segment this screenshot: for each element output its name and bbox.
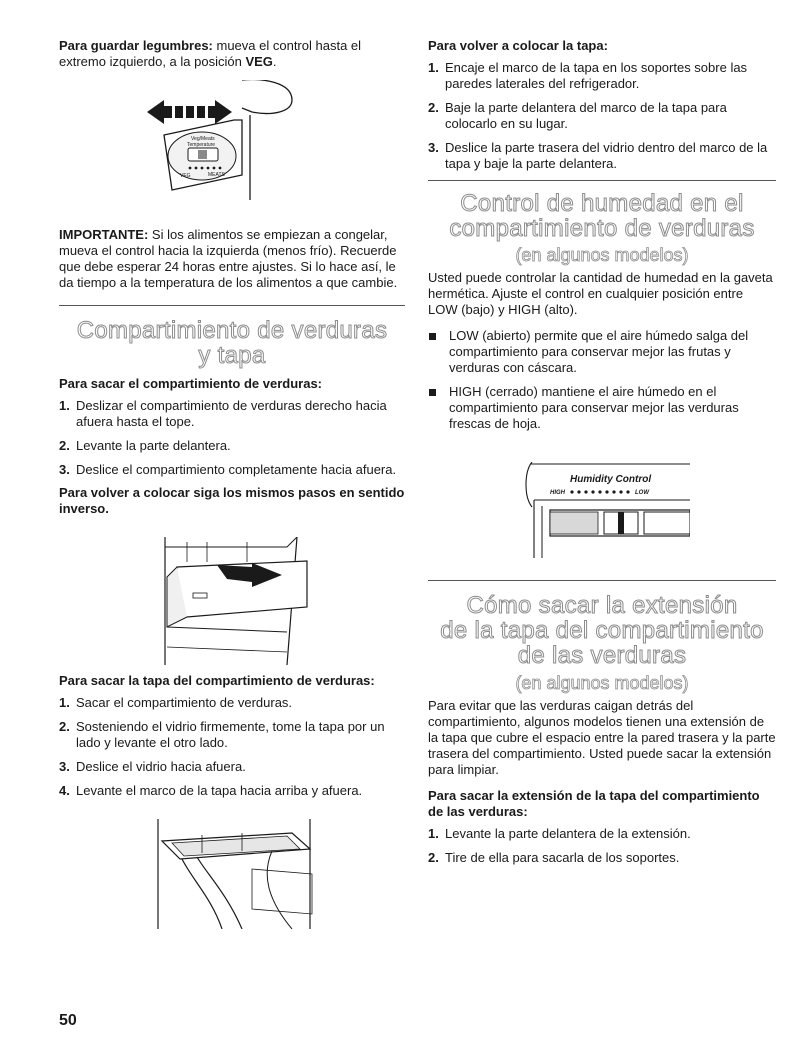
list-item: LOW (abierto) permite que el aire húmedo salga del compartimiento para conservar mejor las frutas y verduras con cáscara. xyxy=(428,328,776,376)
page-number: 50 xyxy=(59,1012,77,1029)
humidity-subtitle: (en algunos modelos) xyxy=(515,245,689,265)
list-item: 3. Deslice el compartimiento completamente hacia afuera. xyxy=(59,462,397,477)
extension-steps xyxy=(428,826,776,866)
list-item: 2. Sosteniendo el vidrio firmemente, tome la tapa por un lado y levante el otro lado. xyxy=(59,719,385,750)
humidity-intro: Usted puede controlar la cantidad de humedad en la gaveta hermética. Ajuste el control en cualquier posición entre LOW (bajo) y HIGH (alto). xyxy=(428,270,773,317)
important-note: IMPORTANTE: Si los alimentos se empiezan a congelar, mueva el control hacia la izquierda (menos frío). Recuerde que debe esperar 24 horas entre ajustes. Si lo hace así, le da tiempo a la temperatura de los alimentos a que cambie. xyxy=(59,227,398,290)
veg-meats-control-illustration xyxy=(142,80,322,205)
list-item: 1. Deslizar el compartimiento de verduras derecho hacia afuera hasta el tope. xyxy=(59,398,387,429)
humidity-slider-icon xyxy=(550,512,598,534)
control-drawing xyxy=(142,80,322,205)
humidity-bullets xyxy=(428,328,776,432)
control-label-meats: MEATS xyxy=(208,172,225,178)
remove-cover-heading: Para sacar la tapa del compartimiento de verduras: xyxy=(59,673,375,688)
right-column xyxy=(428,38,776,874)
list-item: 4. Levante el marco de la tapa hacia arriba y afuera. xyxy=(59,783,363,798)
veg-instruction: Para guardar legumbres: mueva el control hasta el extremo izquierdo, a la posición VEG. xyxy=(59,38,362,69)
left-column xyxy=(59,38,405,929)
humidity-control-label: Humidity Control xyxy=(570,474,652,485)
list-item: 2. Tire de ella para sacarla de los soportes. xyxy=(428,850,680,865)
humidity-control-illustration xyxy=(520,462,690,558)
list-item: 1. Levante la parte delantera de la extensión. xyxy=(428,826,691,841)
reinstall-cover-steps xyxy=(428,60,776,172)
left-arrow-icon xyxy=(147,100,172,124)
humidity-title-line-2: compartimiento de verduras xyxy=(449,215,755,242)
extension-subtitle: (en algunos modelos) xyxy=(515,673,689,693)
remove-crisper-heading: Para sacar el compartimiento de verduras: xyxy=(59,376,323,391)
remove-cover-steps xyxy=(59,695,405,799)
extension-title-line-3: de las verduras xyxy=(517,642,687,669)
section-title-line-2: y tapa xyxy=(198,342,266,369)
list-item: 3. Deslice el vidrio hacia afuera. xyxy=(59,759,246,774)
humidity-low-label: LOW xyxy=(635,490,649,496)
cover-removal-illustration xyxy=(142,819,322,929)
control-label-veg: VEG xyxy=(180,173,191,179)
list-item: 1. Sacar el compartimiento de verduras. xyxy=(59,695,293,710)
list-item: 3. Deslice la parte trasera del vidrio dentro del marco de la tapa y baje la parte delantera. xyxy=(428,140,768,171)
extension-title-line-1: Cómo sacar la extensión xyxy=(466,592,738,619)
list-item: HIGH (cerrado) mantiene el aire húmedo en el compartimiento para conservar mejor las verduras frescas de hoja. xyxy=(428,384,776,432)
list-item: 2. Baje la parte delantera del marco de la tapa para colocarlo en su lugar. xyxy=(428,100,727,131)
humidity-high-label: HIGH xyxy=(550,490,565,496)
extension-intro: Para evitar que las verduras caigan detrás del compartimiento, algunos modelos tienen una extensión de la tapa que cubre el espacio entre la pared trasera y la parte trasera del compartimiento. Usted puede sacar la extensión para limpiar. xyxy=(428,698,776,777)
extension-title-line-2: de la tapa del compartimiento xyxy=(440,617,764,644)
humidity-title-line-1: Control de humedad en el xyxy=(460,190,744,217)
reinstall-cover-heading: Para volver a colocar la tapa: xyxy=(428,38,608,53)
section-title-line-1: Compartimiento de verduras xyxy=(76,317,388,344)
crisper-drawer-illustration xyxy=(147,537,317,665)
list-item: 1. Encaje el marco de la tapa en los soportes sobre las paredes laterales del refrigerador. xyxy=(428,60,748,91)
control-label-top: Veg/Meats xyxy=(191,136,215,142)
extension-heading: Para sacar la extensión de la tapa del compartimiento de las verduras: xyxy=(428,788,760,819)
control-label-temp: Temperature xyxy=(187,142,216,148)
replace-crisper-heading: Para volver a colocar siga los mismos pasos en sentido inverso. xyxy=(59,485,405,516)
remove-crisper-steps xyxy=(59,398,405,478)
list-item: 2. Levante la parte delantera. xyxy=(59,438,231,453)
